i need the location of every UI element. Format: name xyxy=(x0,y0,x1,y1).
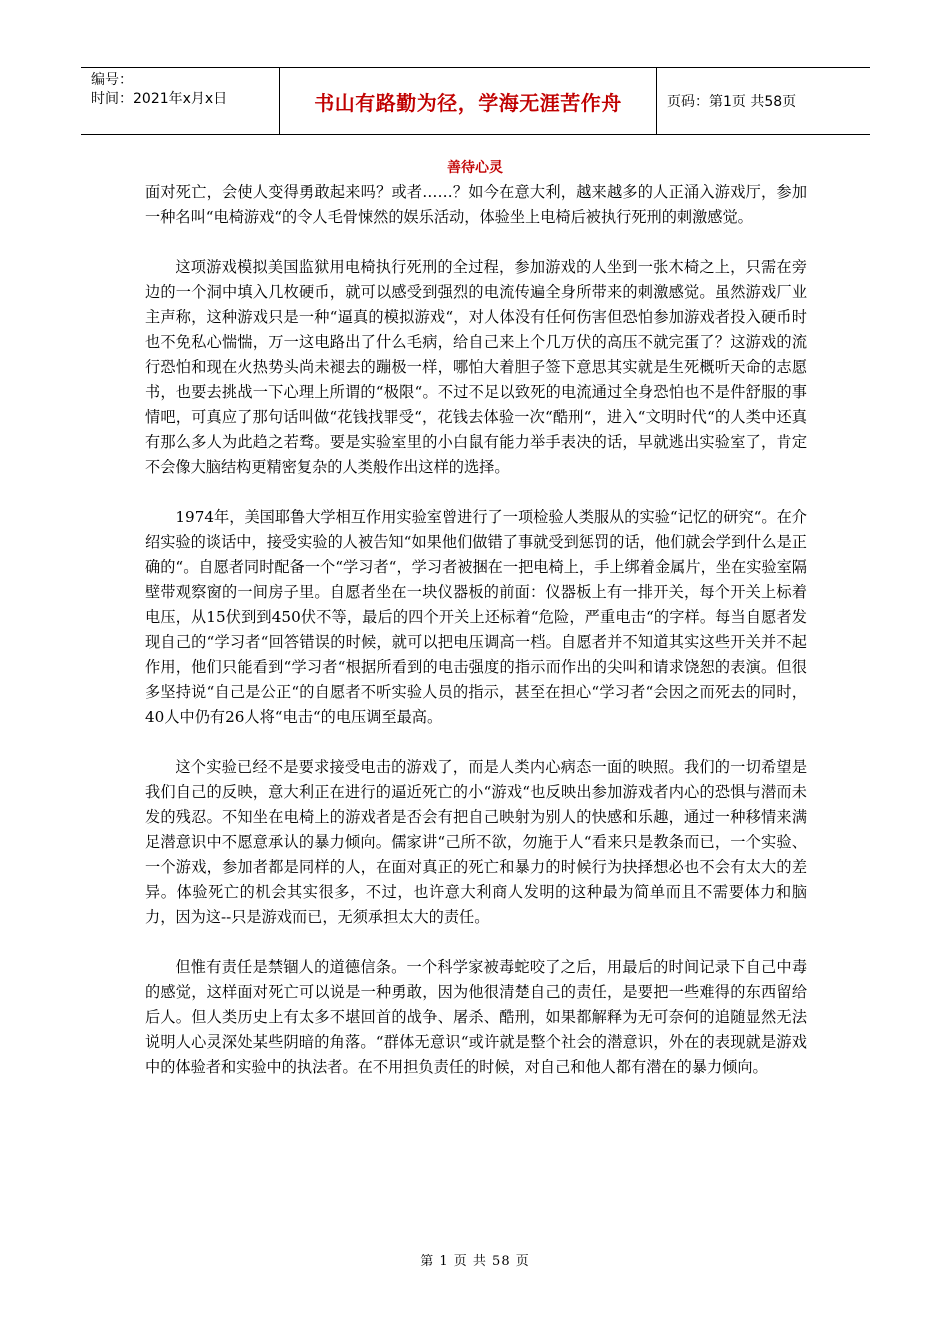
header-motto: 书山有路勤为径，学海无涯苦作舟 xyxy=(280,68,657,134)
header-meta xyxy=(81,68,280,134)
paragraph: 1974年，美国耶鲁大学相互作用实验室曾进行了一项检验人类服从的实验“记忆的研究“。在介绍实验的谈话中，接受实验的人被告知“如果他们做错了事就受到惩罚的话，他们就会学到什么是正确的“。自愿者同时配备一个“学习者“，学习者被捆在一把电椅上，手上绑着金属片，坐在实验室隔壁带观察窗的一间房子里。自愿者坐在一块仪器板的前面：仪器板上有一排开关，每个开关上标着电压，从15伏到到450伏不等，最后的四个开关上还标着“危险，严重电击“的字样。每当自愿者发现自己的“学习者“回答错误的时候，就可以把电压调高一档。自愿者并不知道其实这些开关并不起作用，他们只能看到“学习者“根据所看到的电击强度的指示而作出的尖叫和请求饶恕的表演。但很多坚持说“自己是公正“的自愿者不听实验人员的指示，甚至在担心“学习者“会因之而死去的同时，40人中仍有26人将“电击“的电压调至最高。 xyxy=(145,508,807,726)
paragraph: 这个实验已经不是要求接受电击的游戏了，而是人类内心病态一面的映照。我们的一切希望是我们自己的反映，意大利正在进行的逼近死亡的小“游戏“也反映出参加游戏者内心的恐惧与潜而未发的残忍。不知坐在电椅上的游戏者是否会有把自己映射为别人的快感和乐趣，通过一种移情来满足潜意识中不愿意承认的暴力倾向。儒家讲“己所不欲，勿施于人“看来只是教条而已，一个实验、一个游戏，参加者都是同样的人，在面对真正的死亡和暴力的时候行为抉择想必也不会有太大的差异。体验死亡的机会其实很多，不过，也许意大利商人发明的这种最为简单而且不需要体力和脑力，因为这--只是游戏而已，无须承担太大的责任。 xyxy=(145,758,807,926)
document-body xyxy=(145,180,807,1105)
paragraph: 这项游戏模拟美国监狱用电椅执行死刑的全过程，参加游戏的人坐到一张木椅之上，只需在旁边的一个洞中填入几枚硬币，就可以感受到强烈的电流传遍全身所带来的刺激感觉。虽然游戏厂业主声称，这种游戏只是一种“逼真的模拟游戏“，对人体没有任何伤害但恐怕参加游戏者投入硬币时也不免私心惴惴，万一这电路出了什么毛病，给自己来上个几万伏的高压不就完蛋了？这游戏的流行恐怕和现在火热势头尚未褪去的蹦极一样，哪怕大着胆子签下意思其实就是生死概听天命的志愿书，也要去挑战一下心理上所谓的“极限“。不过不足以致死的电流通过全身恐怕也不是件舒服的事情吧，可真应了那句话叫做“花钱找罪受“，花钱去体验一次“酷刑“，进入“文明时代“的人类中还真有那么多人为此趋之若骛。要是实验室里的小白鼠有能力举手表决的话，早就逃出实验室了，肯定不会像大脑结构更精密复杂的人类般作出这样的选择。 xyxy=(145,258,807,476)
document-title: 善待心灵 xyxy=(447,160,503,176)
document-number-label: 编号： xyxy=(91,72,133,88)
page-header xyxy=(81,67,870,135)
header-page-info: 页码：第1页 共58页 xyxy=(667,94,797,110)
document-time-label: 时间：2021年x月x日 xyxy=(91,91,228,107)
page-footer: 第 1 页 共 58 页 xyxy=(420,1254,530,1269)
paragraph: 面对死亡，会使人变得勇敢起来吗？或者……？如今在意大利，越来越多的人正涌入游戏厅，参加一种名叫“电椅游戏“的令人毛骨悚然的娱乐活动，体验坐上电椅后被执行死刑的刺激感觉。 xyxy=(145,183,807,226)
paragraph: 但惟有责任是禁锢人的道德信条。一个科学家被毒蛇咬了之后，用最后的时间记录下自己中毒的感觉，这样面对死亡可以说是一种勇敢，因为他很清楚自己的责任，是要把一些难得的东西留给后人。但人类历史上有太多不堪回首的战争、屠杀、酷刑，如果都解释为无可奈何的追随显然无法说明人心灵深处某些阴暗的角落。“群体无意识“或许就是整个社会的潜意识，外在的表现就是游戏中的体验者和实验中的执法者。在不用担负责任的时候，对自己和他人都有潜在的暴力倾向。 xyxy=(145,958,807,1076)
